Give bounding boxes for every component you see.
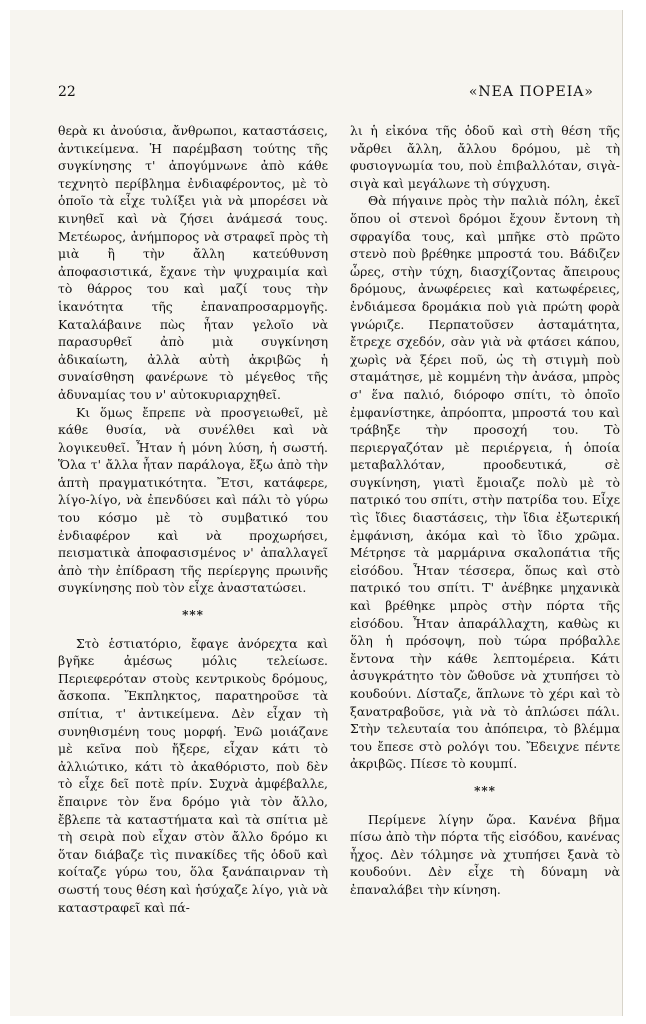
- paragraph: Στὸ ἑστιατόριο, ἔφαγε ἀνόρεχτα καὶ βγῆκε ἀμέσως μόλις τελείωσε. Περιεφερόταν στοὺς κεντρικοὺς δρόμους, ἄσκοπα. Ἔκπληκτος, παρατηροῦσε τὰ σπίτια, τ' ἀντικείμενα. Δὲν εἶχαν τὴ συνηθισμένη τους μορφή. Ἐνῶ μοιάζανε μὲ κεῖνα ποὺ ἤξερε, εἶχαν κάτι τὸ ἀλλιώτικο, κάτι τὸ ἀκαθόριστο, ποὺ δὲν τὸ εἶχε δεῖ ποτὲ πρίν. Συχνὰ ἀμφέβαλλε, ἔπαιρνε τὸν ἕνα δρόμο γιὰ τὸν ἄλλο, ἔβλεπε τὰ καταστήματα καὶ τὰ σπίτια μὲ τὴ σειρὰ ποὺ εἶχαν στὸν ἄλλο δρόμο κι ὅταν διάβαζε τὶς πινακίδες τῆς ὁδοῦ καὶ κοίταζε γύρω του, ὅλα ξανάπαιρναν τὴ σωστή τους θέση καὶ ἡσύχαζε λίγο, γιὰ νὰ καταστραφεῖ καὶ πά-: [58, 635, 328, 915]
- page-number: 22: [58, 84, 76, 100]
- paragraph: Περίμενε λίγην ὥρα. Κανένα βῆμα πίσω ἀπὸ τὴν πόρτα τῆς εἰσόδου, κανένας ἦχος. Δὲν τόλμησε νὰ χτυπήσει ξανὰ τὸ κουδούνι. Δὲν εἶχε τὴ δύναμη νὰ ἐπαναλάβει τὴν κίνηση.: [350, 811, 620, 897]
- paragraph: Κι ὅμως ἔπρεπε νὰ προσγειωθεῖ, μὲ κάθε θυσία, νὰ συνέλθει καὶ νὰ λογικευθεῖ. Ἦταν ἡ μόνη λύση, ἡ σωστή. Ὅλα τ' ἄλλα ἦταν παράλογα, ἔξω ἀπὸ τὴν ἁπτὴ πραγματικότητα. Ἔτσι, κατάφερε, λίγο-λίγο, νὰ ἐπενδύσει καὶ πάλι τὸ γύρω του κόσμο μὲ τὸ συμβατικό του ἐνδιαφέρον καὶ νὰ προχωρήσει, πεισματικὰ ἀποφασισμένος ν' ἀπαλλαγεῖ ἀπὸ τὴν ἐπίδραση τῆς περίεργης πρωινῆς συγκίνησης ποὺ τὸν εἶχε ἀναστατώσει.: [58, 404, 328, 596]
- journal-title: «ΝΕΑ ΠΟΡΕΙΑ»: [468, 84, 594, 100]
- book-page: [10, 10, 623, 1016]
- paragraph: Θὰ πήγαινε πρὸς τὴν παλιὰ πόλη, ἐκεῖ ὅπου οἱ στενοὶ δρόμοι ἔχουν ἔντονη τὴ σφραγίδα τους, καὶ μπῆκε στὸ πρῶτο στενὸ ποὺ βρέθηκε μπροστά του. Βάδιζεν ὧρες, στὴν τύχη, διασχίζοντας ἄπειρους δρόμους, ἀνωφέρειες καὶ κατωφέρειες, ἐνδιάμεσα δρομάκια ποὺ γιὰ πρώτη φορὰ γνώριζε. Περπατοῦσεν ἀσταμάτητα, ἔτρεχε σχεδόν, σὰν γιὰ νὰ φτάσει κάπου, χωρὶς νὰ ξέρει ποῦ, ὡς τὴ στιγμὴ ποὺ σταμάτησε, μὲ κομμένη τὴν ἀνάσα, μπρὸς σ' ἕνα παλιό, διόροφο σπίτι, τὸ ὁποῖο ἐμφανίστηκε, ἀπρόοπτα, μπροστά του καὶ τράβηξε τὴν προσοχή του. Τὸ περιεργαζόταν μὲ περιέργεια, ἡ ὁποία μεταβαλλόταν, προοδευτικά, σὲ συγκίνηση, γιατὶ ἔμοιαζε πολὺ μὲ τὸ πατρικό του σπίτι, στὴν πατρίδα του. Εἶχε τὶς ἴδιες διαστάσεις, τὴν ἴδια ἐξωτερική ἐμφάνιση, ἀκόμα καὶ τὸ ἴδιο χρῶμα. Μέτρησε τὰ μαρμάρινα σκαλοπάτια τῆς εἰσόδου. Ἦταν τέσσερα, ὅπως καὶ στὸ πατρικό του σπίτι. Τ' ἀνέβηκε μηχανικὰ καὶ βρέθηκε μπρὸς στὴν πόρτα τῆς εἰσόδου. Ἦταν ἀπαράλλαχτη, καθὼς κι ὅλη ἡ πρόσοψη, ποὺ τώρα πρόβαλλε ἔντονα τὴν κάθε λεπτομέρεια. Κάτι ἀσυγκράτητο τὸν ὤθοῦσε νὰ χτυπήσει τὸ κουδούνι. Δίσταζε, ἅπλωνε τὸ χέρι καὶ τὸ ξανατραβοῦσε, γιὰ νὰ τὸ ἁπλώσει πάλι. Στὴν τελευταία του ἀπόπειρα, τὸ βλέμμα του ἔπεσε στὸ ρολόγι του. Ἔδειχνε πέντε ἀκριβῶς. Πίεσε τὸ κουμπί.: [350, 193, 620, 772]
- left-column: [58, 122, 328, 916]
- section-separator: ***: [474, 783, 496, 798]
- text-columns: [58, 122, 618, 1002]
- running-header: [58, 84, 594, 106]
- paragraph: θερὰ κι ἀνούσια, ἄνθρωποι, καταστάσεις, ἀντικείμενα. Ἡ παρέμβαση τούτης τῆς συγκίνησης τ' ἀπογύμνωνε ἀπὸ κάθε τεχνητὸ περίβλημα ἐνδιαφέροντος, μὲ τὸ ὁποῖο τὰ εἶχε τυλίξει γιὰ νὰ μπορέσει νὰ κινηθεῖ καὶ νὰ ζήσει ἀνάμεσά τους. Μετέωρος, ἀνήμπορος νὰ στραφεῖ πρὸς τὴ μιὰ ἢ τὴν ἄλλη κατεύθυνση ἀποφασιστικά, ἔχανε τὴν ψυχραιμία καὶ τὸ θάρρος του καὶ μαζί τους τὴν ἱκανότητα τῆς ἐπαναπροσαρμογῆς. Καταλάβαινε πὼς ἦταν γελοῖο νὰ παρασυρθεῖ ἀπὸ μιὰ συγκίνηση ἀδικαίωτη, ἀλλὰ αὐτὴ ἀκριβῶς ἡ συναίσθηση φανέρωνε τὸ μέγεθος τῆς ἀδυναμίας του ν' αὐτοκυριαρχηθεῖ.: [58, 123, 328, 402]
- paragraph: λι ἡ εἰκόνα τῆς ὁδοῦ καὶ στὴ θέση τῆς νἄρθει ἄλλη, ἄλλου δρόμου, μὲ τὴ φυσιογνωμία του, ποὺ ἐπιβαλλόταν, σιγὰ-σιγὰ καὶ μεγάλωνε τὴ σύγχυση.: [350, 123, 620, 191]
- right-column: [350, 122, 620, 899]
- section-separator: ***: [182, 608, 204, 623]
